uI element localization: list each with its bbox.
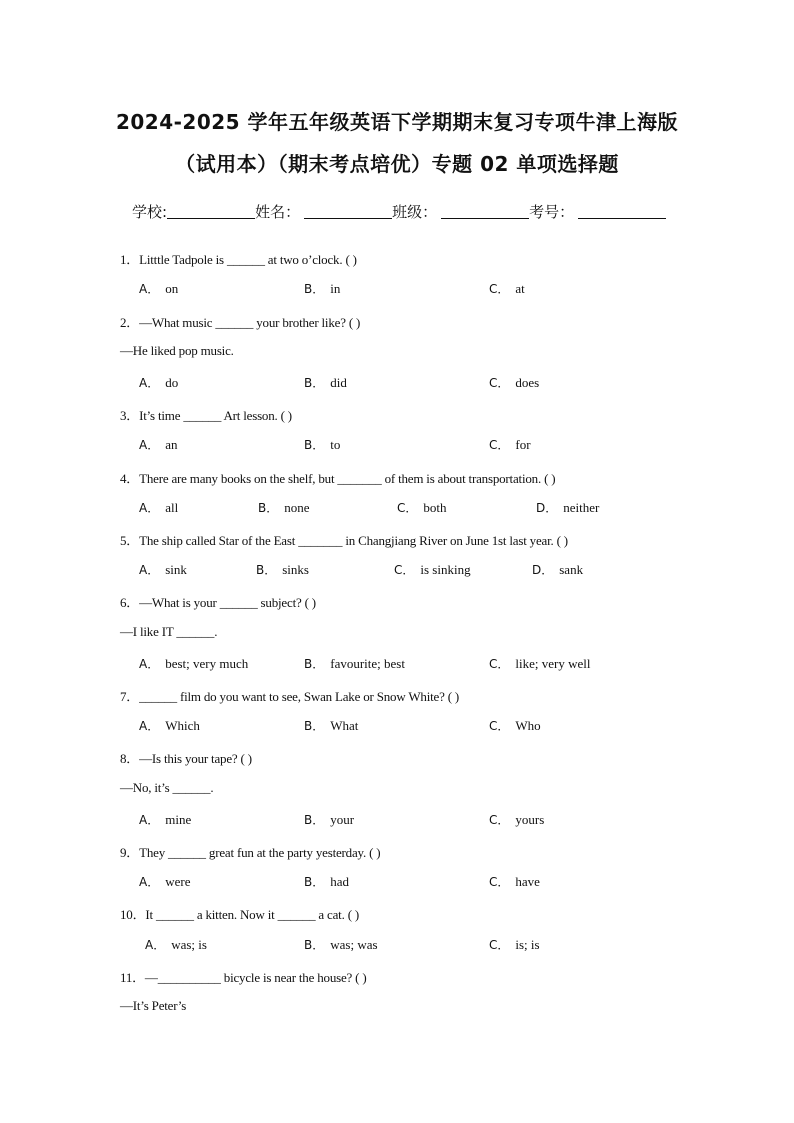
- option-letter: B．: [258, 501, 279, 515]
- q5-option-a[interactable]: [139, 561, 187, 578]
- student-info-row: [132, 201, 666, 222]
- q1-option-b[interactable]: [304, 280, 340, 297]
- option-letter: C．: [397, 501, 418, 515]
- question-11: 11．—__________ bicycle is near the house? ( ): [120, 970, 367, 985]
- q9-option-c[interactable]: [489, 873, 540, 890]
- option-letter: B．: [304, 813, 325, 827]
- q1-option-c[interactable]: [489, 280, 525, 297]
- option-text: was; was: [330, 937, 378, 952]
- q10-option-c[interactable]: [489, 936, 540, 953]
- q10-option-b[interactable]: [304, 936, 378, 953]
- question-7: 7．______ film do you want to see, Swan Lake or Snow White? ( ): [120, 689, 460, 704]
- document-title-line-2: （试用本）（期末考点培优）专题 02 单项选择题: [175, 152, 619, 176]
- q3-option-b[interactable]: [304, 436, 340, 453]
- option-letter: A．: [139, 657, 160, 671]
- option-letter: A．: [139, 563, 160, 577]
- option-text: sinks: [282, 562, 309, 577]
- school-field[interactable]: [167, 204, 255, 219]
- question-3: 3．It’s time ______ Art lesson. ( ): [120, 408, 292, 423]
- option-text: yours: [515, 812, 545, 827]
- option-text: neither: [563, 500, 600, 515]
- q7-option-c[interactable]: [489, 717, 541, 734]
- q3-option-c[interactable]: [489, 436, 531, 453]
- option-text: is; is: [515, 937, 540, 952]
- q9-option-a[interactable]: [139, 873, 190, 890]
- option-text: sink: [165, 562, 187, 577]
- number-label: 考号：: [529, 203, 575, 221]
- question-9: 9．They ______ great fun at the party yesterday. ( ): [120, 845, 381, 860]
- question-6: 6．—What is your ______ subject? ( ): [120, 595, 316, 610]
- option-text: did: [330, 375, 347, 390]
- option-letter: C．: [489, 875, 510, 889]
- q2-option-c[interactable]: [489, 374, 539, 391]
- name-label: 姓名：: [255, 203, 301, 221]
- option-text: Who: [515, 718, 541, 733]
- option-letter: C．: [489, 282, 510, 296]
- option-text: were: [165, 874, 191, 889]
- document-title-line-1: 2024-2025 学年五年级英语下学期期末复习专项牛津上海版: [115, 110, 679, 134]
- option-letter: B．: [304, 719, 325, 733]
- q8-option-c[interactable]: [489, 811, 544, 828]
- question-4: 4．There are many books on the shelf, but _______ of them is about transportation. ( ): [120, 471, 556, 486]
- option-text: had: [330, 874, 350, 889]
- option-letter: A．: [139, 719, 160, 733]
- option-letter: A．: [139, 501, 160, 515]
- question-10: 10．It ______ a kitten. Now it ______ a cat. ( ): [120, 907, 359, 922]
- option-letter: A．: [145, 938, 166, 952]
- option-text: favourite; best: [330, 656, 405, 671]
- option-letter: C．: [489, 719, 510, 733]
- option-text: does: [515, 375, 540, 390]
- q6-option-a[interactable]: [139, 655, 248, 672]
- option-text: both: [423, 500, 447, 515]
- option-letter: C．: [489, 657, 510, 671]
- option-text: mine: [165, 812, 192, 827]
- q1-option-a[interactable]: [139, 280, 178, 297]
- q6-option-b[interactable]: [304, 655, 405, 672]
- option-text: in: [330, 281, 341, 296]
- option-text: for: [515, 437, 531, 452]
- option-text: all: [165, 500, 179, 515]
- option-letter: B．: [304, 657, 325, 671]
- q4-option-c[interactable]: [397, 499, 447, 516]
- option-letter: D．: [536, 501, 558, 515]
- q3-option-a[interactable]: [139, 436, 178, 453]
- option-text: is sinking: [420, 562, 471, 577]
- option-letter: A．: [139, 282, 160, 296]
- q4-option-d[interactable]: [536, 499, 599, 516]
- option-letter: B．: [256, 563, 277, 577]
- option-letter: B．: [304, 376, 325, 390]
- option-text: your: [330, 812, 355, 827]
- option-text: like; very well: [515, 656, 591, 671]
- number-field[interactable]: [578, 204, 666, 219]
- class-field[interactable]: [441, 204, 529, 219]
- q10-option-a[interactable]: [145, 936, 207, 953]
- question-1: 1．Litttle Tadpole is ______ at two o’clock. ( ): [120, 252, 357, 267]
- option-letter: A．: [139, 438, 160, 452]
- question-8-answer-line: —No, it’s ______.: [120, 780, 214, 795]
- option-letter: C．: [489, 376, 510, 390]
- school-label: 学校:: [132, 203, 168, 221]
- option-letter: A．: [139, 813, 160, 827]
- option-letter: B．: [304, 438, 325, 452]
- option-letter: D．: [532, 563, 554, 577]
- q2-option-b[interactable]: [304, 374, 347, 391]
- question-8: 8．—Is this your tape? ( ): [120, 751, 252, 766]
- q4-option-b[interactable]: [258, 499, 310, 516]
- option-text: have: [515, 874, 540, 889]
- option-text: best; very much: [165, 656, 249, 671]
- option-text: on: [165, 281, 179, 296]
- option-letter: C．: [489, 938, 510, 952]
- question-2-answer-line: —He liked pop music.: [120, 343, 234, 358]
- option-text: an: [165, 437, 178, 452]
- option-letter: A．: [139, 376, 160, 390]
- q7-option-b[interactable]: [304, 717, 358, 734]
- question-6-answer-line: —I like IT ______.: [120, 624, 218, 639]
- q2-option-a[interactable]: [139, 374, 178, 391]
- question-5: 5．The ship called Star of the East _______ in Changjiang River on June 1st last year. ( ): [120, 533, 568, 548]
- class-label: 班级：: [392, 203, 438, 221]
- q8-option-a[interactable]: [139, 811, 191, 828]
- option-letter: B．: [304, 282, 325, 296]
- option-letter: C．: [394, 563, 415, 577]
- option-letter: B．: [304, 875, 325, 889]
- q5-option-c[interactable]: [394, 561, 471, 578]
- option-letter: C．: [489, 438, 510, 452]
- option-text: sank: [559, 562, 584, 577]
- option-text: none: [284, 500, 310, 515]
- option-letter: C．: [489, 813, 510, 827]
- option-text: What: [330, 718, 359, 733]
- name-field[interactable]: [304, 204, 392, 219]
- q8-option-b[interactable]: [304, 811, 354, 828]
- option-text: was; is: [171, 937, 207, 952]
- option-text: at: [515, 281, 525, 296]
- q7-option-a[interactable]: [139, 717, 200, 734]
- q4-option-a[interactable]: [139, 499, 178, 516]
- question-11-answer-line: —It’s Peter’s: [120, 998, 187, 1013]
- option-letter: B．: [304, 938, 325, 952]
- option-text: Which: [165, 718, 200, 733]
- option-text: to: [330, 437, 341, 452]
- q6-option-c[interactable]: [489, 655, 590, 672]
- q5-option-b[interactable]: [256, 561, 309, 578]
- question-2: 2．—What music ______ your brother like? ( ): [120, 315, 361, 330]
- q5-option-d[interactable]: [532, 561, 583, 578]
- option-text: do: [165, 375, 179, 390]
- q9-option-b[interactable]: [304, 873, 349, 890]
- option-letter: A．: [139, 875, 160, 889]
